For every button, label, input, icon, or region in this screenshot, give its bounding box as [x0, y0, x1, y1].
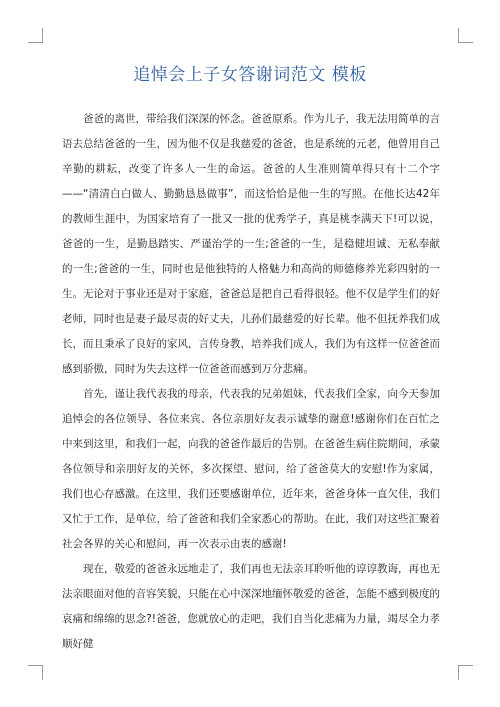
- paragraph: 爸爸的离世，带给我们深深的怀念。爸爸原系。作为儿子，我无法用简单的言语去总结爸爸的一生，因为他不仅是我慈爱的爸爸，也是系统的元老，他曾用自己辛勤的耕耘，改变了许多人一生的命运。爸爸的人生准则简单得只有十二个字——“清清白白做人、勤勤恳恳做事”，而这恰恰是他一生的写照。在他长达42年的教师生涯中，为国家培育了一批又一批的优秀学子，真是桃李满天下!可以说，爸爸的一生，是勤恳踏实、严谨治学的一生;爸爸的一生，是稳健坦诚、无私奉献的一生;爸爸的一生，同时也是他独特的人格魅力和高尚的师德修养光彩四射的一生。无论对于事业还是对于家庭，爸爸总是把自己看得很轻。他不仅是学生们的好老师，同时也是妻子最尽责的好丈夫，儿孙们最慈爱的好长辈。他不但抚养我们成长，而且秉承了良好的家风，言传身教，培养我们成人，我们为有这样一位爸爸而感到骄傲，同时为失去这样一位爸爸而感到万分悲痛。: [62, 113, 440, 375]
- paragraph: 现在，敬爱的爸爸永远地走了，我们再也无法亲耳聆听他的谆谆教诲，再也无法亲眼面对他的音容笑貌，只能在心中深深地缅怀敬爱的爸爸，怎能不感到极度的哀痛和绵绵的思念?!爸爸，您就放心的走吧，我们自当化悲痛为力量，竭尽全力孝顺好健: [62, 563, 440, 650]
- crop-mark-top-left: [28, 28, 43, 43]
- document-title: 追悼会上子女答谢词范文 模板: [133, 65, 367, 85]
- crop-mark-bottom-right: [458, 665, 473, 680]
- crop-mark-bottom-left: [28, 665, 43, 680]
- crop-mark-top-right: [458, 28, 473, 43]
- paragraph: 首先，谨让我代表我的母亲，代表我的兄弟姐妹，代表我们全家，向今天参加追悼会的各位领导、各位来宾、各位亲朋好友表示诚挚的谢意!感谢你们在百忙之中来到这里，和我们一起，向我的爸爸作最后的告别。在爸爸生病住院期间，承蒙各位领导和亲朋好友的关怀，多次探望、慰问，给了爸爸莫大的安慰!作为家属，我们也心存感激。在这里，我们还要感谢单位，近年来，爸爸身体一直欠佳，我们又忙于工作，是单位，给了爸爸和我们全家悉心的帮助。在此，我们对这些汇聚着社会各界的关心和慰问，再一次表示由衷的感谢!: [62, 388, 440, 550]
- document-body: [62, 107, 440, 657]
